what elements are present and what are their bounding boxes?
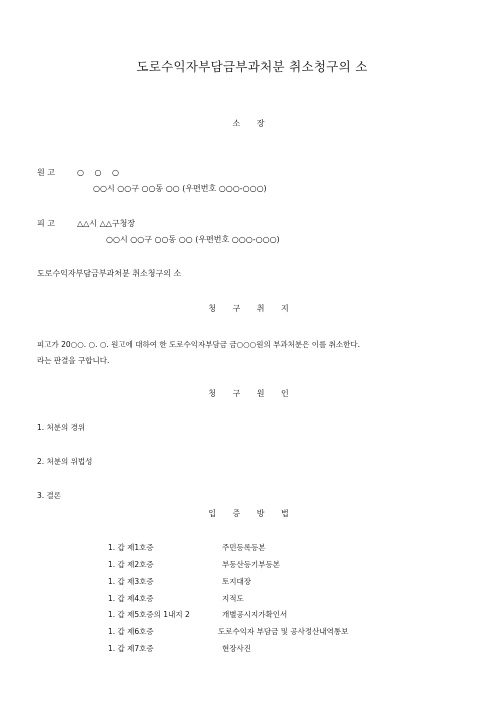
evidence-number: 1. 갑 제5호증의 1내지 2: [108, 610, 190, 619]
evidence-description: 주민등록등본: [222, 543, 266, 552]
cause-item: 1. 처분의 경위: [37, 423, 86, 432]
plaintiff-address: ○○시 ○○구 ○○동 ○○ (우편번호 ○○○-○○○): [93, 184, 267, 193]
evidence-description: 토지대장: [222, 577, 251, 586]
evidence-number: 1. 갑 제6호증: [108, 627, 154, 636]
evidence-heading: 입 증 방 법: [208, 509, 296, 518]
cause-item: 2. 처분의 위법성: [37, 457, 93, 466]
complaint-heading: 소 장: [232, 119, 272, 128]
evidence-description: 부동산등기부등본: [222, 560, 280, 569]
evidence-description: 지적도: [222, 594, 244, 603]
cause-heading: 청 구 원 인: [208, 389, 296, 398]
defendant-address: ○○시 ○○구 ○○동 ○○ (우편번호 ○○○-○○○): [106, 235, 280, 244]
defendant-name: △△시 △△구청장: [77, 219, 136, 228]
evidence-description: 도로수익자 부담금 및 공사정산내역통보: [218, 627, 349, 636]
evidence-number: 1. 갑 제3호증: [108, 577, 154, 586]
cause-item: 3. 결론: [37, 491, 62, 500]
case-name: 도로수익자부담금부과처분 취소청구의 소: [37, 269, 182, 278]
evidence-number: 1. 갑 제2호증: [108, 560, 154, 569]
evidence-number: 1. 갑 제7호증: [108, 644, 154, 653]
evidence-number: 1. 갑 제4호증: [108, 594, 154, 603]
claim-text-line2: 라는 판결을 구합니다.: [37, 356, 110, 365]
plaintiff-name: ○ ○ ○: [77, 168, 124, 177]
document-title: 도로수익자부담금부과처분 취소청구의 소: [136, 59, 368, 74]
claim-text-line1: 피고가 20○○. ○. ○. 원고에 대하여 한 도로수익자부담금 금○○○원의 부과처분은 이를 취소한다.: [37, 340, 360, 349]
defendant-label: 피 고: [37, 219, 55, 228]
plaintiff-label: 원 고: [37, 168, 55, 177]
evidence-number: 1. 갑 제1호증: [108, 543, 154, 552]
evidence-description: 현장사진: [222, 644, 251, 653]
claim-heading: 청 구 취 지: [208, 304, 296, 313]
evidence-description: 개별공시지가확인서: [222, 610, 288, 619]
